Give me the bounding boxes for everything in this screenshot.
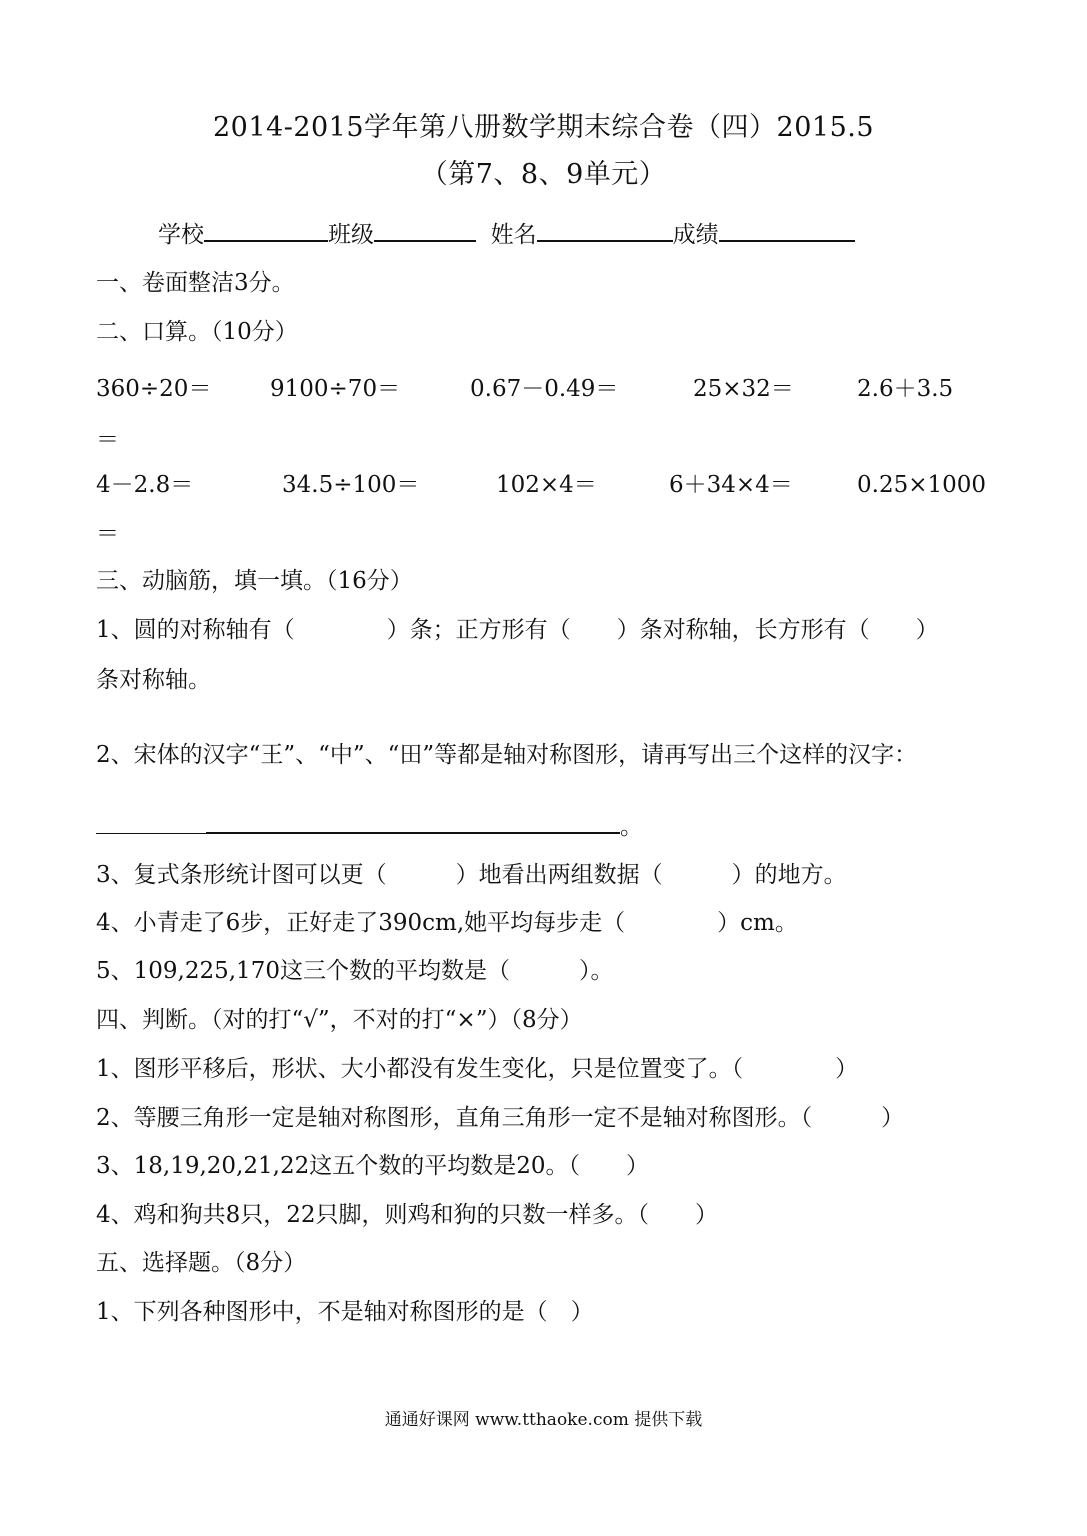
student-info-row — [158, 218, 855, 250]
question-3-1-cont: 条对称轴。 — [96, 667, 211, 693]
question-3-2-end: 。 — [620, 814, 643, 840]
calc-item: 102×4＝ — [496, 472, 597, 498]
question-3-5: 5、109,225,170这三个数的平均数是（ ）。 — [96, 958, 614, 984]
question-4-1: 1、图形平移后，形状、大小都没有发生变化，只是位置变了。（ ） — [96, 1056, 859, 1082]
name-field[interactable] — [537, 218, 673, 242]
question-4-2: 2、等腰三角形一定是轴对称图形，直角三角形一定不是轴对称图形。（ ） — [96, 1105, 905, 1131]
section4-heading: 四、判断。（对的打“√”，不对的打“×”）（8分） — [96, 1007, 583, 1033]
calc-item: 25×32＝ — [693, 376, 794, 402]
question-5-1: 1、下列各种图形中，不是轴对称图形的是（ ） — [96, 1299, 594, 1325]
section1-heading: 一、卷面整洁3分。 — [96, 270, 295, 296]
answer-dash-line — [96, 833, 206, 834]
school-label: 学校 — [158, 222, 204, 248]
calc-item-wrap: ＝ — [96, 521, 119, 547]
question-3-3: 3、复式条形统计图可以更（ ）地看出两组数据（ ）的地方。 — [96, 862, 847, 888]
calc-item-wrap: ＝ — [96, 427, 119, 453]
answer-line[interactable] — [206, 832, 620, 834]
calc-item: 2.6＋3.5 — [857, 376, 954, 402]
question-4-3: 3、18,19,20,21,22这五个数的平均数是20。（ ） — [96, 1153, 649, 1179]
calc-item: 34.5÷100＝ — [282, 472, 420, 498]
name-label: 姓名 — [490, 222, 537, 248]
question-3-1: 1、圆的对称轴有（ ）条；正方形有（ ）条对称轴，长方形有（ ） — [96, 617, 939, 643]
calc-item: 4－2.8＝ — [96, 472, 194, 498]
page-title: 2014-2015学年第八册数学期末综合卷（四）2015.5 — [212, 112, 875, 143]
question-3-2: 2、宋体的汉字“王”、“中”、“田”等都是轴对称图形，请再写出三个这样的汉字： — [96, 742, 918, 768]
question-4-4: 4、鸡和狗共8只，22只脚，则鸡和狗的只数一样多。（ ） — [96, 1202, 719, 1228]
class-label: 班级 — [328, 222, 374, 248]
page-footer: 通通好课网 www.tthaoke.com 提供下载 — [384, 1410, 703, 1430]
section3-heading: 三、动脑筋，填一填。（16分） — [96, 568, 413, 594]
calc-item: 9100÷70＝ — [270, 376, 401, 402]
calc-item: 360÷20＝ — [96, 376, 212, 402]
calc-item: 0.25×1000 — [857, 472, 987, 498]
section2-heading: 二、口算。（10分） — [96, 319, 298, 345]
calc-item: 0.67－0.49＝ — [470, 376, 619, 402]
page-subtitle: （第7、8、9单元） — [420, 159, 667, 190]
section5-heading: 五、选择题。（8分） — [96, 1250, 307, 1276]
school-field[interactable] — [204, 218, 328, 242]
score-field[interactable] — [719, 218, 855, 242]
class-field[interactable] — [374, 218, 476, 242]
question-3-4: 4、小青走了6步，正好走了390cm,她平均每步走（ ）cm。 — [96, 910, 798, 936]
calc-item: 6＋34×4＝ — [669, 472, 793, 498]
score-label: 成绩 — [672, 222, 719, 248]
